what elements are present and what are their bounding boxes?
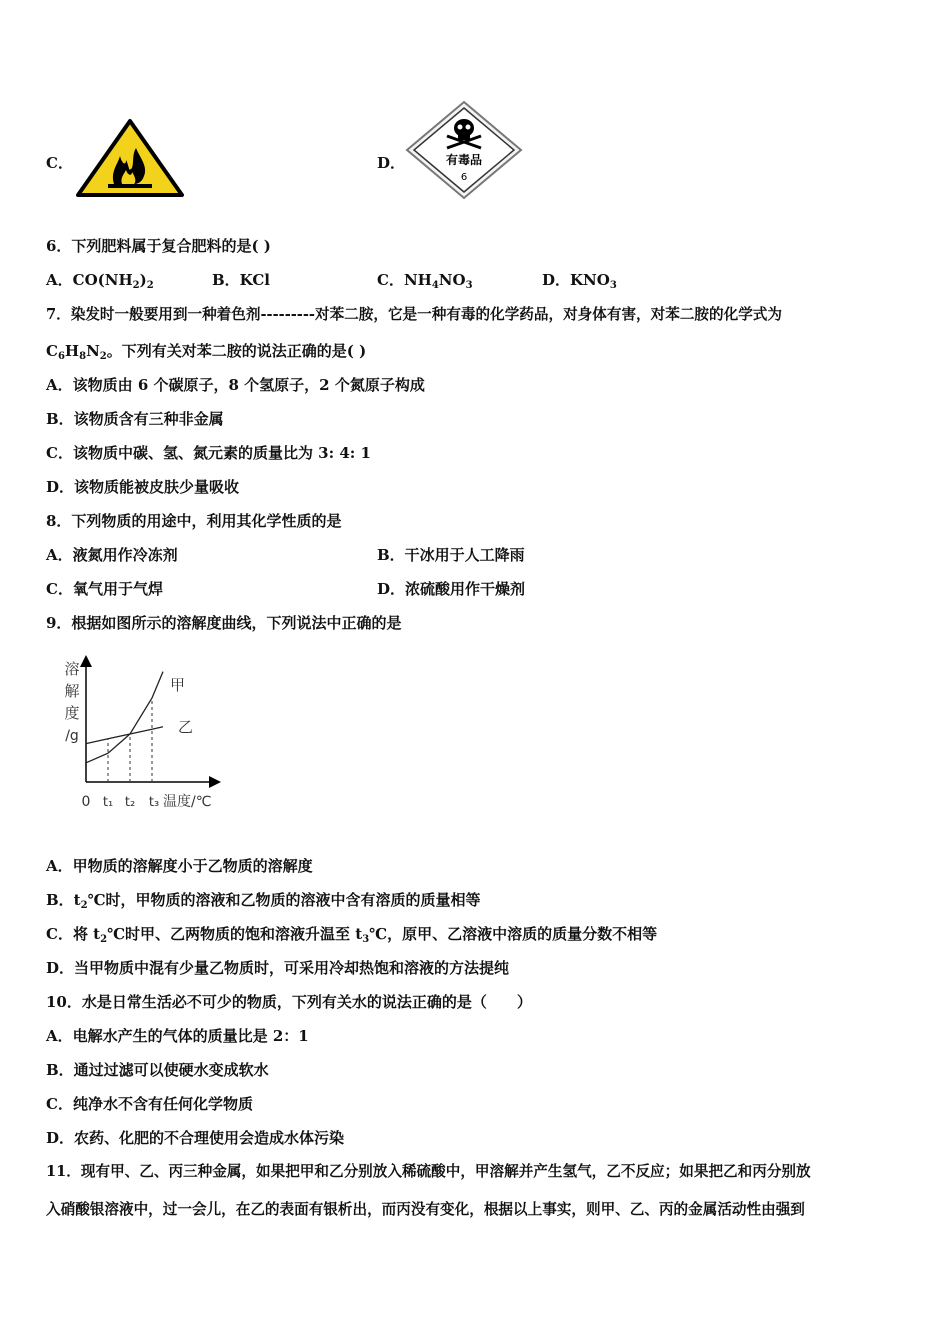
flammable-warning-icon bbox=[74, 118, 186, 198]
q7-option-b: B．该物质含有三种非金属 bbox=[46, 410, 224, 428]
q11-line1: 11．现有甲、乙、丙三种金属，如果把甲和乙分别放入稀硫酸中，甲溶解并产生氢气，乙不反应；如果把乙和丙分别放 bbox=[46, 1163, 811, 1180]
q8-stem: 8．下列物质的用途中，利用其化学性质的是 bbox=[46, 512, 342, 530]
q6-stem: 6．下列肥料属于复合肥料的是( ) bbox=[46, 237, 271, 255]
q9-option-b: B．$t_2℃$时，甲物质的溶液和乙物质的溶液中含有溶质的质量相等 bbox=[46, 891, 481, 911]
q7-option-a: A．该物质由 6 个碳原子，8 个氢原子，2 个氮原子构成 bbox=[46, 376, 425, 394]
q10-stem: 10．水是日常生活必不可少的物质，下列有关水的说法正确的是（ ） bbox=[46, 993, 532, 1011]
q5-option-d-label: D． bbox=[377, 154, 406, 172]
q10-option-b: B．通过过滤可以使硬水变成软水 bbox=[46, 1061, 269, 1079]
curve-甲 bbox=[86, 672, 163, 763]
y-label-2: 解 bbox=[64, 682, 80, 700]
q6-option-c: C．$NH_4NO_3$ bbox=[377, 271, 473, 291]
y-label-4: /g bbox=[65, 728, 79, 744]
toxic-sign-class: 6 bbox=[460, 172, 468, 183]
q9-stem: 9．根据如图所示的溶解度曲线，下列说法中正确的是 bbox=[46, 614, 402, 632]
toxic-sign-text: 有毒品 bbox=[445, 153, 483, 167]
curve-label-jia: 甲 bbox=[170, 676, 186, 694]
x-tick-t2: t₂ bbox=[124, 795, 136, 810]
q6-option-b: B．KCl bbox=[212, 271, 270, 289]
toxic-warning-icon bbox=[405, 100, 523, 200]
q6-option-a: A．$CO(NH_2)_2$ bbox=[46, 271, 154, 291]
curve-乙 bbox=[86, 727, 163, 744]
q11-line2: 入硝酸银溶液中，过一会儿，在乙的表面有银析出，而丙没有变化，根据以上事实，则甲、乙、丙的金属活动性由强到 bbox=[46, 1201, 805, 1218]
q9-option-c: C．将 $t_2℃$时甲、乙两物质的饱和溶液升温至 $t_3℃$，原甲、乙溶液中溶质的质量分数不相等 bbox=[46, 925, 658, 945]
q7-option-d: D．该物质能被皮肤少量吸收 bbox=[46, 478, 240, 496]
q7-stem-line1: 7．染发时一般要用到一种着色剂---------对苯二胺，它是一种有毒的化学药品，对身体有害，对苯二胺的化学式为 bbox=[46, 306, 782, 323]
x-tick-origin: 0 bbox=[81, 794, 91, 810]
q10-option-c: C．纯净水不含有任何化学物质 bbox=[46, 1095, 253, 1113]
curve-label-yi: 乙 bbox=[178, 718, 194, 736]
q8-option-b: B．干冰用于人工降雨 bbox=[377, 546, 525, 564]
q6-option-d: D．$KNO_3$ bbox=[542, 271, 617, 291]
q8-option-d: D．浓硫酸用作干燥剂 bbox=[377, 580, 526, 598]
y-label-3: 度 bbox=[64, 704, 80, 722]
q7-option-c: C．该物质中碳、氢、氮元素的质量比为 3: 4: 1 bbox=[46, 444, 371, 462]
q8-option-a: A．液氮用作冷冻剂 bbox=[46, 546, 178, 564]
q9-option-a: A．甲物质的溶解度小于乙物质的溶解度 bbox=[46, 857, 313, 875]
y-label-1: 溶 bbox=[64, 660, 80, 678]
q10-option-d: D．农药、化肥的不合理使用会造成水体污染 bbox=[46, 1129, 345, 1147]
solubility-chart bbox=[56, 650, 236, 815]
x-tick-t3: t₃ bbox=[148, 795, 160, 810]
q7-stem-line2: $C_6H_8N_2$。下列有关对苯二胺的说法正确的是( ) bbox=[46, 342, 367, 362]
x-tick-t1: t₁ bbox=[102, 795, 114, 810]
q5-option-c-label: C． bbox=[46, 154, 73, 172]
x-axis-label: 温度/℃ bbox=[163, 794, 212, 810]
q8-option-c: C．氧气用于气焊 bbox=[46, 580, 163, 598]
q9-option-d: D．当甲物质中混有少量乙物质时，可采用冷却热饱和溶液的方法提纯 bbox=[46, 959, 510, 977]
q10-option-a: A．电解水产生的气体的质量比是 2：1 bbox=[46, 1027, 309, 1045]
